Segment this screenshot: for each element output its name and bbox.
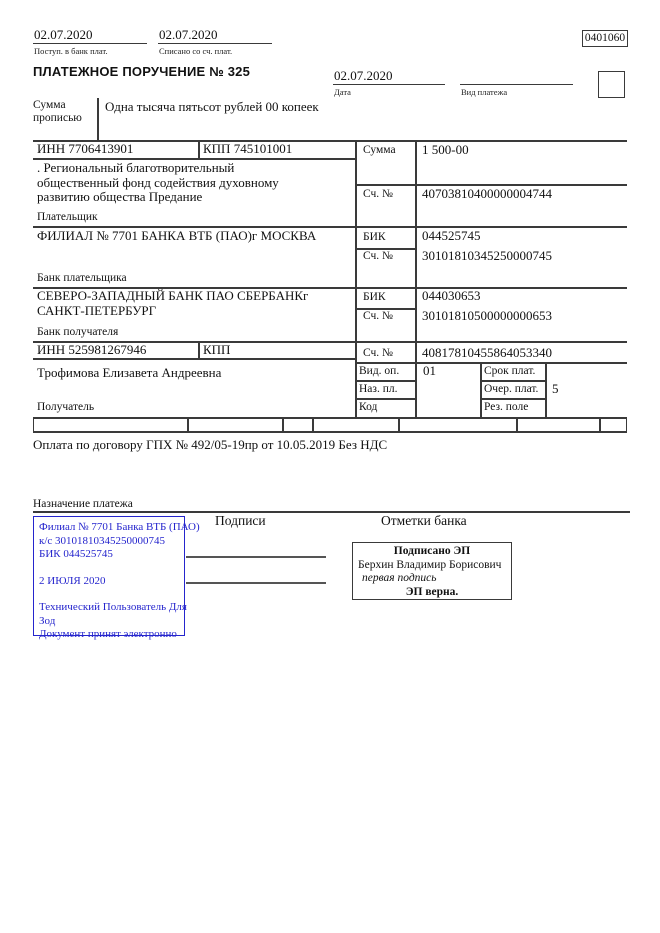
grid-line [599, 417, 601, 432]
grid-line [480, 362, 482, 417]
sum-label: Сумма [363, 144, 396, 156]
payment-purpose-label: Назначение платежа [33, 498, 133, 510]
payee-label: Получатель [37, 401, 95, 413]
payment-order-value: 5 [552, 381, 559, 396]
grid-line [282, 417, 284, 432]
grid-line [187, 417, 189, 432]
stamp-accepted-note: Документ принят электронно [39, 628, 177, 640]
received-date-label: Поступ. в банк плат. [34, 46, 108, 56]
signature-line-1 [186, 556, 326, 558]
payer-bank-bik-label: БИК [363, 231, 386, 243]
form-code-box: 0401060 [582, 30, 628, 47]
grid-line [480, 380, 545, 382]
esign-signer-name: Берхин Владимир Борисович [358, 558, 502, 571]
stamp-user-line2: Зод [39, 614, 56, 627]
payment-order-label: Очер. плат. [484, 383, 539, 395]
debited-from-account-field [158, 27, 272, 56]
payment-type-label: Вид платежа [461, 87, 508, 97]
operation-type-value: 01 [423, 363, 436, 378]
payer-inn: ИНН 7706413901 [37, 141, 134, 156]
esign-title: Подписано ЭП [393, 545, 471, 557]
grid-line [480, 398, 545, 400]
esignature-box [352, 542, 512, 600]
grid-line [398, 417, 400, 432]
payment-type-value [460, 68, 573, 85]
bank-stamp [33, 516, 200, 640]
tax-fields-row [33, 417, 627, 432]
payee-name: Трофимова Елизавета Андреевна [37, 365, 222, 380]
grid-line [355, 380, 415, 382]
payer-name: . Региональный благотворительный общественный фонд содействия духовному развитию общества Предание [37, 160, 279, 204]
received-date-value: 02.07.2020 [33, 27, 147, 44]
amount-words-label: Сумма прописью [33, 99, 82, 124]
grid-line [198, 140, 200, 158]
sum-value: 1 500-00 [422, 142, 469, 157]
signature-line-2 [186, 582, 326, 584]
payer-bank-bik-value: 044525745 [422, 228, 481, 243]
payee-bank-account-label: Сч. № [363, 310, 394, 322]
stamp-bank-name: Филиал № 7701 Банка ВТБ (ПАО) [39, 521, 200, 533]
operation-type-label: Вид. оп. [359, 365, 400, 377]
grid-line [545, 362, 547, 417]
payer-bank-label: Банк плательщика [37, 272, 127, 284]
date-label: Дата [334, 87, 351, 97]
payer-kpp: КПП 745101001 [203, 141, 293, 156]
debited-date-label: Списано со сч. плат. [159, 46, 233, 56]
grid-line [516, 417, 518, 432]
stamp-corr-account: к/с 30101810345250000745 [39, 534, 166, 547]
grid-line [312, 417, 314, 432]
code-label: Код [359, 401, 378, 413]
grid-line [33, 511, 630, 513]
grid-line [355, 362, 627, 364]
payment-type-field [460, 68, 573, 97]
grid-line [33, 358, 355, 360]
bank-marks-header: Отметки банка [381, 513, 467, 528]
received-in-bank-field [33, 27, 147, 56]
stamp-user-line1: Технический Пользователь Для [39, 601, 187, 613]
payer-account-label: Сч. № [363, 188, 394, 200]
grid-line [198, 341, 200, 358]
payee-bank-label: Банк получателя [37, 326, 119, 338]
payment-purpose-code-label: Наз. пл. [359, 383, 398, 395]
payee-inn: ИНН 525981267946 [37, 342, 147, 357]
payee-kpp-label: КПП [203, 342, 231, 357]
requisites-table [33, 140, 627, 417]
date-value: 02.07.2020 [333, 68, 445, 85]
document-title: ПЛАТЕЖНОЕ ПОРУЧЕНИЕ № 325 [33, 64, 251, 79]
payer-account-value: 40703810400000004744 [422, 186, 552, 201]
esign-subtitle: первая подпись [362, 572, 437, 584]
signatures-header: Подписи [215, 513, 266, 528]
payer-label: Плательщик [37, 211, 98, 223]
payee-account-value: 40817810455864053340 [422, 345, 552, 360]
payee-bank-account-value: 30101810500000000653 [422, 308, 552, 323]
payer-bank-name: ФИЛИАЛ № 7701 БАНКА ВТБ (ПАО)г МОСКВА [37, 228, 317, 243]
grid-line [33, 431, 627, 433]
payer-bank-account-value: 30101810345250000745 [422, 248, 552, 263]
grid-line [415, 140, 417, 417]
grid-line [355, 140, 357, 417]
date-field [333, 68, 445, 97]
stamp-bik: БИК 044525745 [39, 548, 113, 560]
payment-purpose-text: Оплата по договору ГПХ № 492/05-19пр от 10.05.2019 Без НДС [33, 437, 388, 452]
esign-verified: ЭП верна. [405, 585, 459, 598]
payee-bank-bik-value: 044030653 [422, 288, 481, 303]
payment-term-label: Срок плат. [484, 365, 536, 377]
payee-bank-name: СЕВЕРО-ЗАПАДНЫЙ БАНК ПАО СБЕРБАНКг САНКТ-ПЕТЕРБУРГ [37, 288, 309, 318]
status-code-box [598, 71, 625, 98]
payee-bank-bik-label: БИК [363, 291, 386, 303]
reserve-field-label: Рез. поле [484, 401, 529, 413]
payee-account-label: Сч. № [363, 347, 394, 359]
payer-bank-account-label: Сч. № [363, 250, 394, 262]
debited-date-value: 02.07.2020 [158, 27, 272, 44]
amount-words-value: Одна тысяча пятьсот рублей 00 копеек [105, 99, 319, 114]
grid-line [97, 98, 99, 140]
stamp-date: 2 ИЮЛЯ 2020 [39, 574, 106, 587]
grid-line [355, 398, 415, 400]
